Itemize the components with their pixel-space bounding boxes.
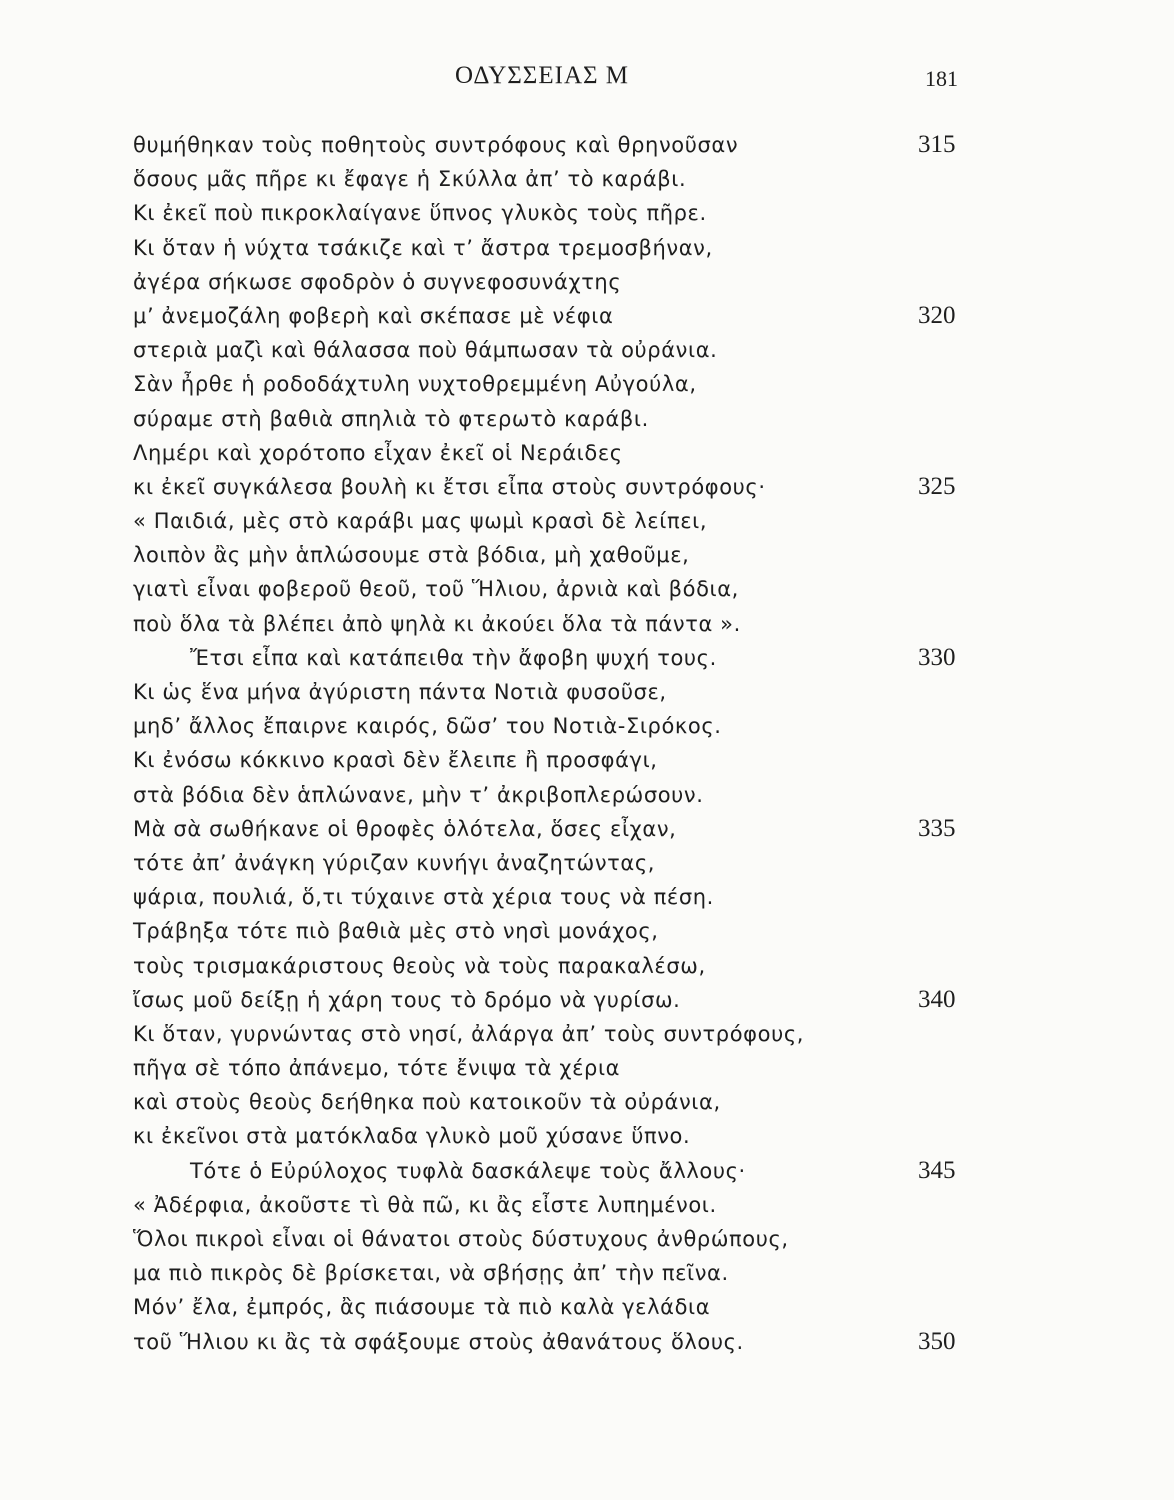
verse-line — [0, 675, 1174, 709]
verse-text: ἴσως μοῦ δείξῃ ἡ χάρη τους τὸ δρόμο νὰ γυρίσω. — [133, 987, 681, 1012]
verse-text: καὶ στοὺς θεοὺς δεήθηκα ποὺ κατοικοῦν τὰ οὐράνια, — [133, 1090, 721, 1115]
verse-line — [0, 1290, 1174, 1324]
verse-text: ποὺ ὅλα τὰ βλέπει ἀπὸ ψηλὰ κι ἀκούει ὅλα τὰ πάντα ». — [133, 611, 741, 636]
verse-text: Κι ἐκεῖ ποὺ πικροκλαίγανε ὕπνος γλυκὸς τοὺς πῆρε. — [133, 201, 707, 226]
verse-line — [0, 778, 1174, 812]
verse-text: Τότε ὁ Εὐρύλοχος τυφλὰ δασκάλεψε τοὺς ἄλλους· — [190, 1158, 746, 1183]
verse-text: Μὰ σὰ σωθήκανε οἱ θροφὲς ὁλότελα, ὅσες εἶχαν, — [133, 816, 677, 841]
verse-line — [0, 709, 1174, 743]
verse-line — [0, 196, 1174, 230]
line-number: 315 — [918, 131, 956, 158]
verse-text: Ἔτσι εἶπα καὶ κατάπειθα τὴν ἄφοβη ψυχή τους. — [190, 645, 717, 670]
verse-text: Μόν’ ἔλα, ἐμπρός, ἂς πιάσουμε τὰ πιὸ καλὰ γελάδια — [133, 1295, 711, 1320]
verse-text: στὰ βόδια δὲν ἁπλώνανε, μὴν τ’ ἀκριβοπλερώσουν. — [133, 782, 704, 807]
verse-text: Κι ὅταν ἡ νύχτα τσάκιζε καὶ τ’ ἄστρα τρεμοσβήναν, — [133, 235, 713, 260]
verse-text: « Παιδιά, μὲς στὸ καράβι μας ψωμὶ κρασὶ δὲ λείπει, — [133, 509, 708, 534]
line-number: 340 — [918, 985, 956, 1013]
verse-text: τοῦ Ἥλιου κι ἂς τὰ σφάξουμε στοὺς ἀθανάτους ὅλους. — [133, 1329, 744, 1354]
verse-text: ὅσους μᾶς πῆρε κι ἔφαγε ἡ Σκύλλα ἀπ’ τὸ καράβι. — [133, 167, 687, 192]
verse-line — [0, 436, 1174, 470]
verse-line — [0, 1222, 1174, 1256]
verse-line — [0, 162, 1174, 196]
line-number: 320 — [918, 301, 956, 329]
verse-text: τότε ἀπ’ ἀνάγκη γύριζαν κυνήγι ἀναζητώντας, — [133, 850, 656, 875]
verse-text: Κι ὡς ἕνα μήνα ἀγύριστη πάντα Νοτιὰ φυσοῦσε, — [133, 680, 667, 704]
verse-line — [0, 949, 1174, 983]
line-number: 350 — [918, 1327, 956, 1355]
verse-line — [0, 402, 1174, 436]
verse-text: Τράβηξα τότε πιὸ βαθιὰ μὲς στὸ νησὶ μονάχος, — [133, 919, 659, 944]
verse-line — [0, 1256, 1174, 1290]
verse-line — [0, 504, 1174, 538]
verse-text: Λημέρι καὶ χορότοπο εἶχαν ἐκεῖ οἱ Νεράιδες — [133, 440, 623, 465]
verse-line — [0, 265, 1174, 299]
poem-text — [0, 128, 1174, 1359]
verse-text: Σὰν ἦρθε ἡ ροδοδάχτυλη νυχτοθρεμμένη Αὐγούλα, — [133, 372, 697, 397]
verse-line — [0, 983, 1174, 1017]
verse-line — [0, 1154, 1174, 1188]
verse-line — [0, 880, 1174, 914]
verse-line — [0, 812, 1174, 846]
verse-text: γιατὶ εἶναι φοβεροῦ θεοῦ, τοῦ Ἥλιου, ἀρνιὰ καὶ βόδια, — [133, 577, 739, 602]
verse-line — [0, 1085, 1174, 1119]
verse-text: « Ἀδέρφια, ἀκοῦστε τὶ θὰ πῶ, κι ἂς εἶστε λυπημένοι. — [133, 1192, 717, 1217]
verse-text: μ’ ἀνεμοζάλη φοβερὴ καὶ σκέπασε μὲ νέφια — [133, 303, 614, 328]
verse-text: λοιπὸν ἂς μὴν ἁπλώσουμε στὰ βόδια, μὴ χαθοῦμε, — [133, 543, 690, 568]
verse-text: Κι ἐνόσω κόκκινο κρασὶ δὲν ἔλειπε ἢ προσφάγι, — [133, 748, 658, 773]
verse-text: ἀγέρα σήκωσε σφοδρὸν ὁ συγνεφοσυνάχτης — [133, 269, 622, 294]
verse-line — [0, 1017, 1174, 1051]
verse-line — [0, 538, 1174, 572]
verse-line — [0, 572, 1174, 606]
verse-line — [0, 333, 1174, 367]
verse-text: θυμήθηκαν τοὺς ποθητοὺς συντρόφους καὶ θρηνοῦσαν — [133, 133, 739, 157]
verse-line — [0, 1188, 1174, 1222]
verse-line — [0, 299, 1174, 333]
line-number: 345 — [918, 1156, 956, 1184]
verse-text: μα πιὸ πικρὸς δὲ βρίσκεται, νὰ σβήσῃς ἀπ’ τὴν πεῖνα. — [133, 1261, 729, 1286]
verse-line — [0, 367, 1174, 401]
line-number: 325 — [918, 472, 956, 500]
verse-line — [0, 641, 1174, 675]
line-number: 330 — [918, 643, 956, 671]
verse-line — [0, 914, 1174, 948]
verse-line — [0, 231, 1174, 265]
verse-text: κι ἐκεῖνοι στὰ ματόκλαδα γλυκὸ μοῦ χύσανε ὕπνο. — [133, 1124, 691, 1149]
verse-line — [0, 743, 1174, 777]
verse-line — [0, 846, 1174, 880]
verse-line — [0, 128, 1174, 162]
verse-line — [0, 1325, 1174, 1359]
verse-text: στεριὰ μαζὶ καὶ θάλασσα ποὺ θάμπωσαν τὰ οὐράνια. — [133, 338, 718, 363]
verse-text: σύραμε στὴ βαθιὰ σπηλιὰ τὸ φτερωτὸ καράβι. — [133, 406, 649, 431]
verse-text: Ὅλοι πικροὶ εἶναι οἱ θάνατοι στοὺς δύστυχους ἀνθρώπους, — [133, 1227, 789, 1251]
verse-text: πῆγα σὲ τόπο ἀπάνεμο, τότε ἔνιψα τὰ χέρια — [133, 1056, 621, 1081]
verse-text: μηδ’ ἄλλος ἔπαιρνε καιρός, δῶσ’ του Νοτιὰ-Σιρόκος. — [133, 714, 722, 739]
page-number: 181 — [925, 66, 958, 91]
verse-text: Κι ὅταν, γυρνώντας στὸ νησί, ἀλάργα ἀπ’ τοὺς συντρόφους, — [133, 1021, 805, 1046]
line-number: 335 — [918, 814, 956, 842]
verse-text: τοὺς τρισμακάριστους θεοὺς νὰ τοὺς παρακαλέσω, — [133, 953, 706, 978]
verse-line — [0, 1119, 1174, 1153]
verse-line — [0, 607, 1174, 641]
verse-line — [0, 470, 1174, 504]
verse-text: ψάρια, πουλιά, ὅ,τι τύχαινε στὰ χέρια τους νὰ πέση. — [133, 885, 714, 910]
running-title: ΟΔΥΣΣΕΙΑΣ Μ — [455, 62, 630, 89]
page-header — [0, 58, 1174, 98]
verse-line — [0, 1051, 1174, 1085]
verse-text: κι ἐκεῖ συγκάλεσα βουλὴ κι ἔτσι εἶπα στοὺς συντρόφους· — [133, 474, 766, 499]
